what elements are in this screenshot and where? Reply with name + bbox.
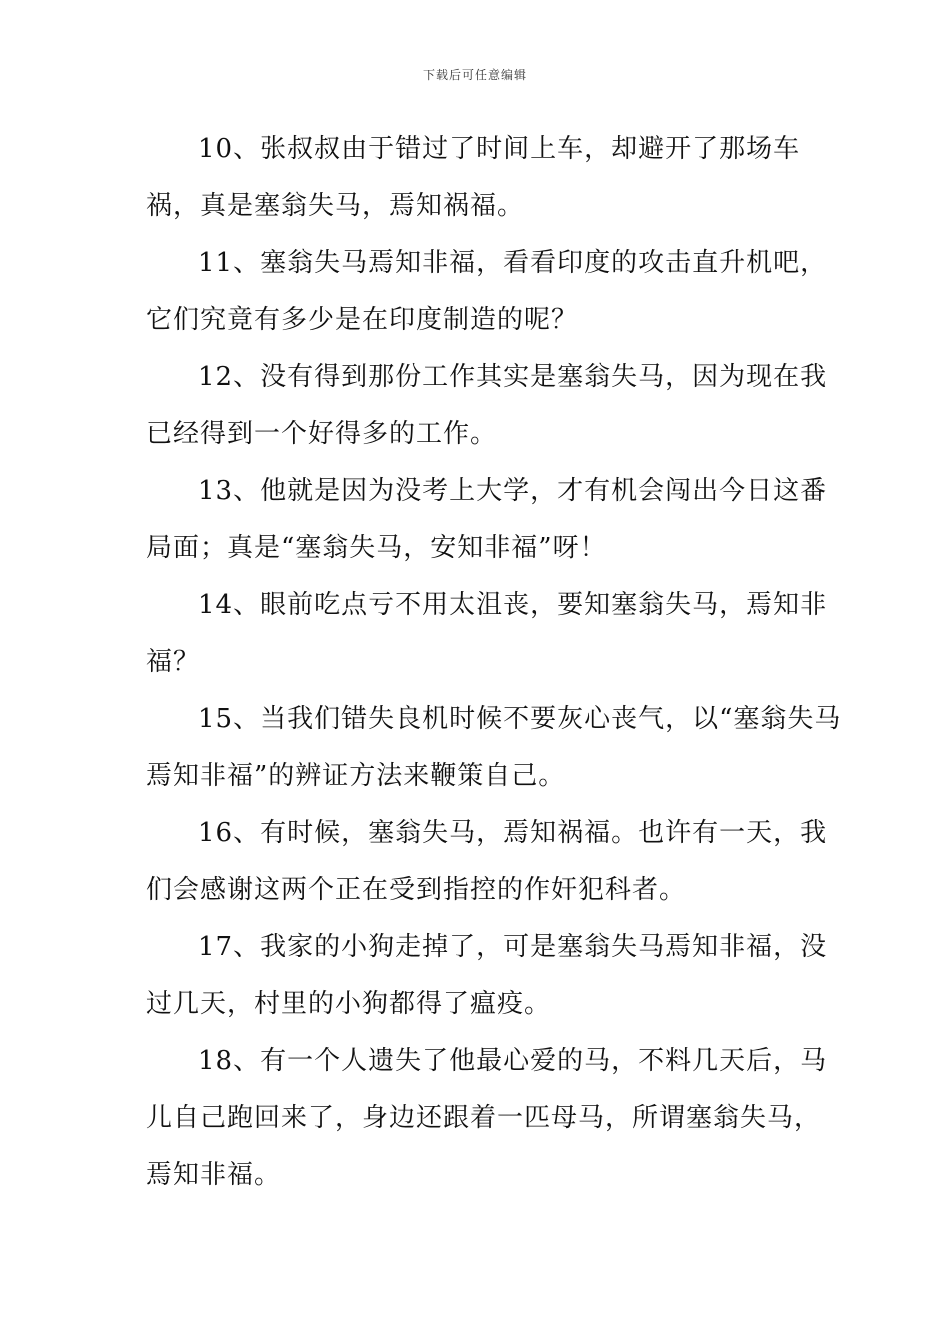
paragraph-18: 18、有一个人遗失了他最心爱的马，不料几天后，马儿自己跑回来了，身边还跟着一匹母马，所谓塞翁失马，焉知非福。: [146, 1046, 828, 1190]
paragraph-10: 10、张叔叔由于错过了时间上车，却避开了那场车祸，真是塞翁失马，焉知祸福。: [146, 134, 801, 221]
paragraph-13: 13、他就是因为没考上大学，才有机会闯出今日这番局面；真是“塞翁失马，安知非福”呀！: [146, 476, 828, 563]
paragraph-14: 14、眼前吃点亏不用太沮丧，要知塞翁失马，焉知非福？: [146, 590, 828, 677]
paragraph-11: 11、塞翁失马焉知非福，看看印度的攻击直升机吧，它们究竟有多少是在印度制造的呢？: [146, 248, 828, 335]
document-body: [146, 121, 846, 1204]
paragraph-12: 12、没有得到那份工作其实是塞翁失马，因为现在我已经得到一个好得多的工作。: [146, 362, 828, 449]
paragraph-17: 17、我家的小狗走掉了，可是塞翁失马焉知非福，没过几天，村里的小狗都得了瘟疫。: [146, 932, 828, 1019]
paragraph-15: 15、当我们错失良机时候不要灰心丧气，以“塞翁失马焉知非福”的辨证方法来鞭策自己。: [146, 704, 842, 791]
paragraph-16: 16、有时候，塞翁失马，焉知祸福。也许有一天，我们会感谢这两个正在受到指控的作奸犯科者。: [146, 818, 828, 905]
header-note: 下载后可任意编辑: [422, 68, 527, 82]
